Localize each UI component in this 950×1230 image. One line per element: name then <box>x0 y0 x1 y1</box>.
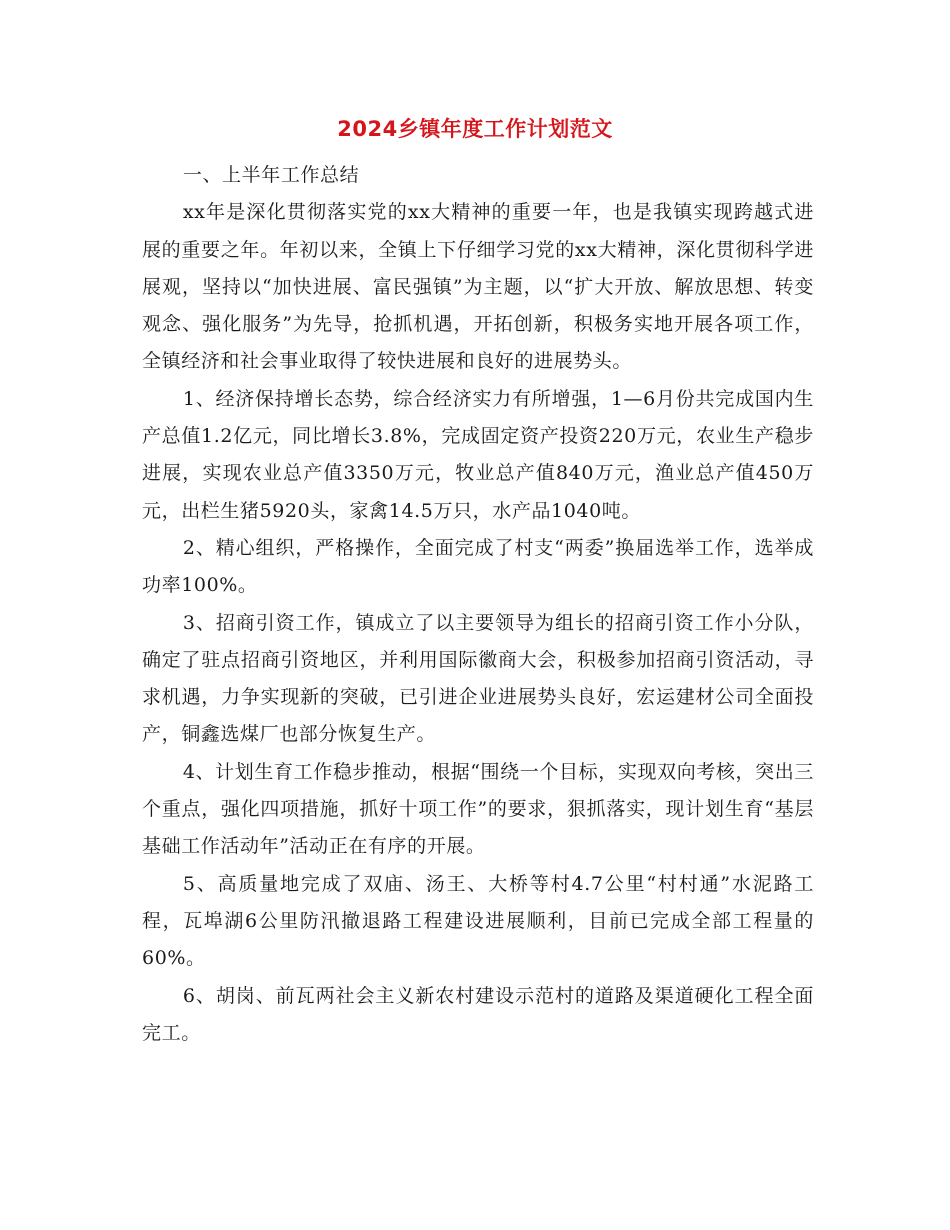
paragraph-intro: xx年是深化贯彻落实党的xx大精神的重要一年，也是我镇实现跨越式进展的重要之年。年初以来，全镇上下仔细学习党的xx大精神，深化贯彻科学进展观，坚持以“加快进展、富民强镇”为主题，以“扩大开放、解放思想、转变观念、强化服务”为先导，抢抓机遇，开拓创新，积极务实地开展各项工作，全镇经济和社会事业取得了较快进展和良好的进展势头。 <box>142 201 814 373</box>
document-title: 2024乡镇年度工作计划范文 <box>337 117 613 141</box>
paragraph-item-6: 6、胡岗、前瓦两社会主义新农村建设示范村的道路及渠道硬化工程全面完工。 <box>142 984 814 1044</box>
paragraph-item-1: 1、经济保持增长态势，综合经济实力有所增强，1—6月份共完成国内生产总值1.2亿元，同比增长3.8%，完成固定资产投资220万元，农业生产稳步进展，实现农业总产值3350万元，牧业总产值840万元，渔业总产值450万元，出栏生猪5920头，家禽14.5万只，水产品1040吨。 <box>142 387 814 522</box>
paragraph-item-3: 3、招商引资工作，镇成立了以主要领导为组长的招商引资工作小分队，确定了驻点招商引资地区，并利用国际徽商大会，积极参加招商引资活动，寻求机遇，力争实现新的突破，已引进企业进展势头良好，宏运建材公司全面投产，铜鑫选煤厂也部分恢复生产。 <box>142 611 814 746</box>
paragraph-item-2: 2、精心组织，严格操作，全面完成了村支“两委”换届选举工作，选举成功率100%。 <box>142 536 814 597</box>
document-body <box>142 157 814 1052</box>
paragraph-item-5: 5、高质量地完成了双庙、汤王、大桥等村4.7公里“村村通”水泥路工程，瓦埠湖6公里防汛撤退路工程建设进展顺利，目前已完成全部工程量的60%。 <box>142 872 814 970</box>
section-heading: 一、上半年工作总结 <box>182 164 360 186</box>
paragraph-item-4: 4、计划生育工作稳步推动，根据“围绕一个目标，实现双向考核，突出三个重点，强化四项措施，抓好十项工作”的要求，狠抓落实，现计划生育“基层基础工作活动年”活动正在有序的开展。 <box>142 760 814 858</box>
